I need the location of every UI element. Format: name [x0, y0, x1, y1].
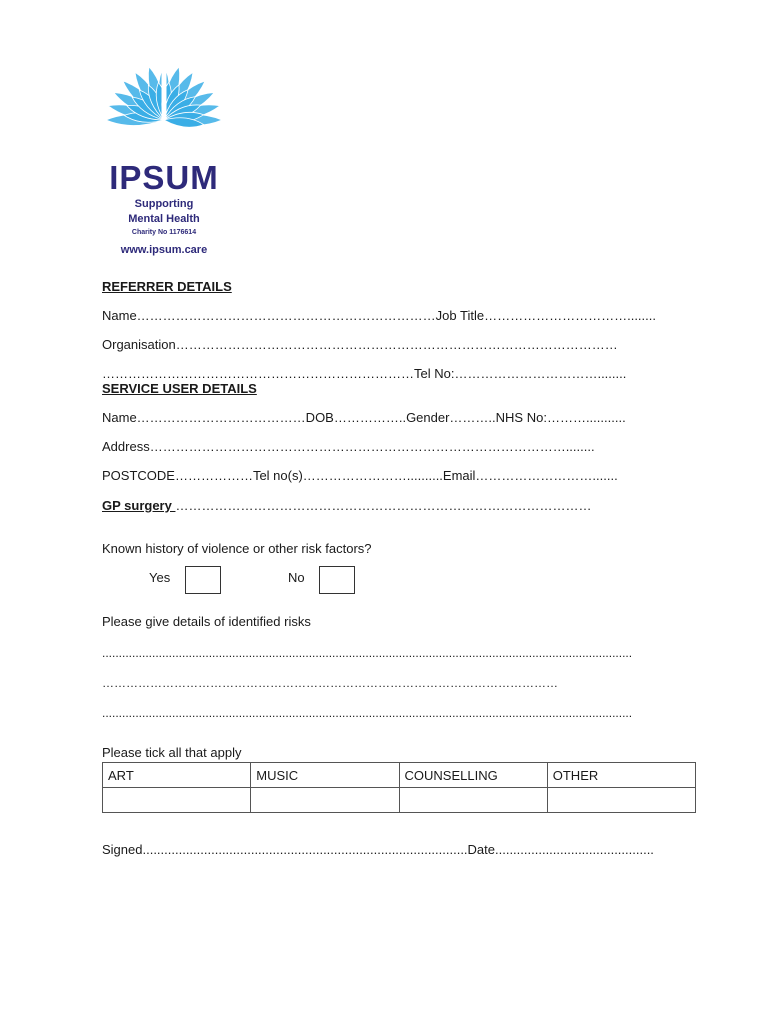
- ipsum-logo: [100, 160, 228, 256]
- logo-website: www.ipsum.care: [120, 244, 208, 256]
- activity-options-table: [102, 762, 696, 813]
- option-art-tick-cell[interactable]: [103, 788, 251, 813]
- signed-date-line[interactable]: Signed..........................................................................................Date............................................: [102, 842, 654, 857]
- option-counselling-tick-cell[interactable]: [399, 788, 547, 813]
- service-user-address-line[interactable]: Address……………………………………………………………………………………........: [102, 439, 595, 454]
- option-music-header: MUSIC: [251, 763, 399, 788]
- option-other-tick-cell[interactable]: [547, 788, 695, 813]
- referrer-name-jobtitle-line[interactable]: Name……………………………………………………………Job Title……………………………........: [102, 308, 656, 323]
- referrer-organisation-line[interactable]: Organisation…………………………………………………………………………………………: [102, 337, 618, 352]
- yes-label: Yes: [149, 570, 171, 585]
- risk-question: Known history of violence or other risk factors?: [102, 541, 372, 556]
- no-checkbox[interactable]: [319, 566, 355, 594]
- risk-details-line-2[interactable]: ……………………………………………………………………………………………………: [102, 676, 558, 690]
- logo-tagline-2: Mental Health: [128, 213, 200, 225]
- risk-details-line-3[interactable]: ...............................................................................................................................................................: [102, 706, 633, 720]
- gp-surgery-label: GP surgery: [102, 498, 176, 513]
- option-art-header: ART: [103, 763, 251, 788]
- risk-details-line-1[interactable]: ...............................................................................................................................................................: [102, 646, 633, 660]
- service-user-heading: SERVICE USER DETAILS: [102, 381, 257, 396]
- logo-name: IPSUM: [109, 159, 219, 196]
- service-user-postcode-line[interactable]: POSTCODE………………Tel no(s)……………………..........Email……………………….......: [102, 468, 618, 483]
- option-music-tick-cell[interactable]: [251, 788, 399, 813]
- risk-details-label: Please give details of identified risks: [102, 614, 311, 629]
- option-counselling-header: COUNSELLING: [399, 763, 547, 788]
- ipsum-logo-flower-icon: [100, 40, 228, 168]
- referrer-telno-line[interactable]: ………………………………………………………………Tel No:……………………………........: [102, 366, 627, 381]
- no-label: No: [288, 570, 305, 585]
- logo-stem: [162, 50, 167, 120]
- gp-surgery-dots: ……………………………………………………………………………………: [175, 498, 592, 513]
- tick-instruction: Please tick all that apply: [102, 745, 242, 760]
- referrer-heading: REFERRER DETAILS: [102, 279, 232, 294]
- logo-tagline-1: Supporting: [134, 198, 194, 210]
- service-user-name-dob-line[interactable]: Name…………………………………DOB……………..Gender………..NHS No:………...........: [102, 410, 626, 425]
- yes-checkbox[interactable]: [185, 566, 221, 594]
- gp-surgery-line[interactable]: [102, 498, 591, 514]
- option-other-header: OTHER: [547, 763, 695, 788]
- logo-charity-number: Charity No 1176614: [131, 229, 197, 236]
